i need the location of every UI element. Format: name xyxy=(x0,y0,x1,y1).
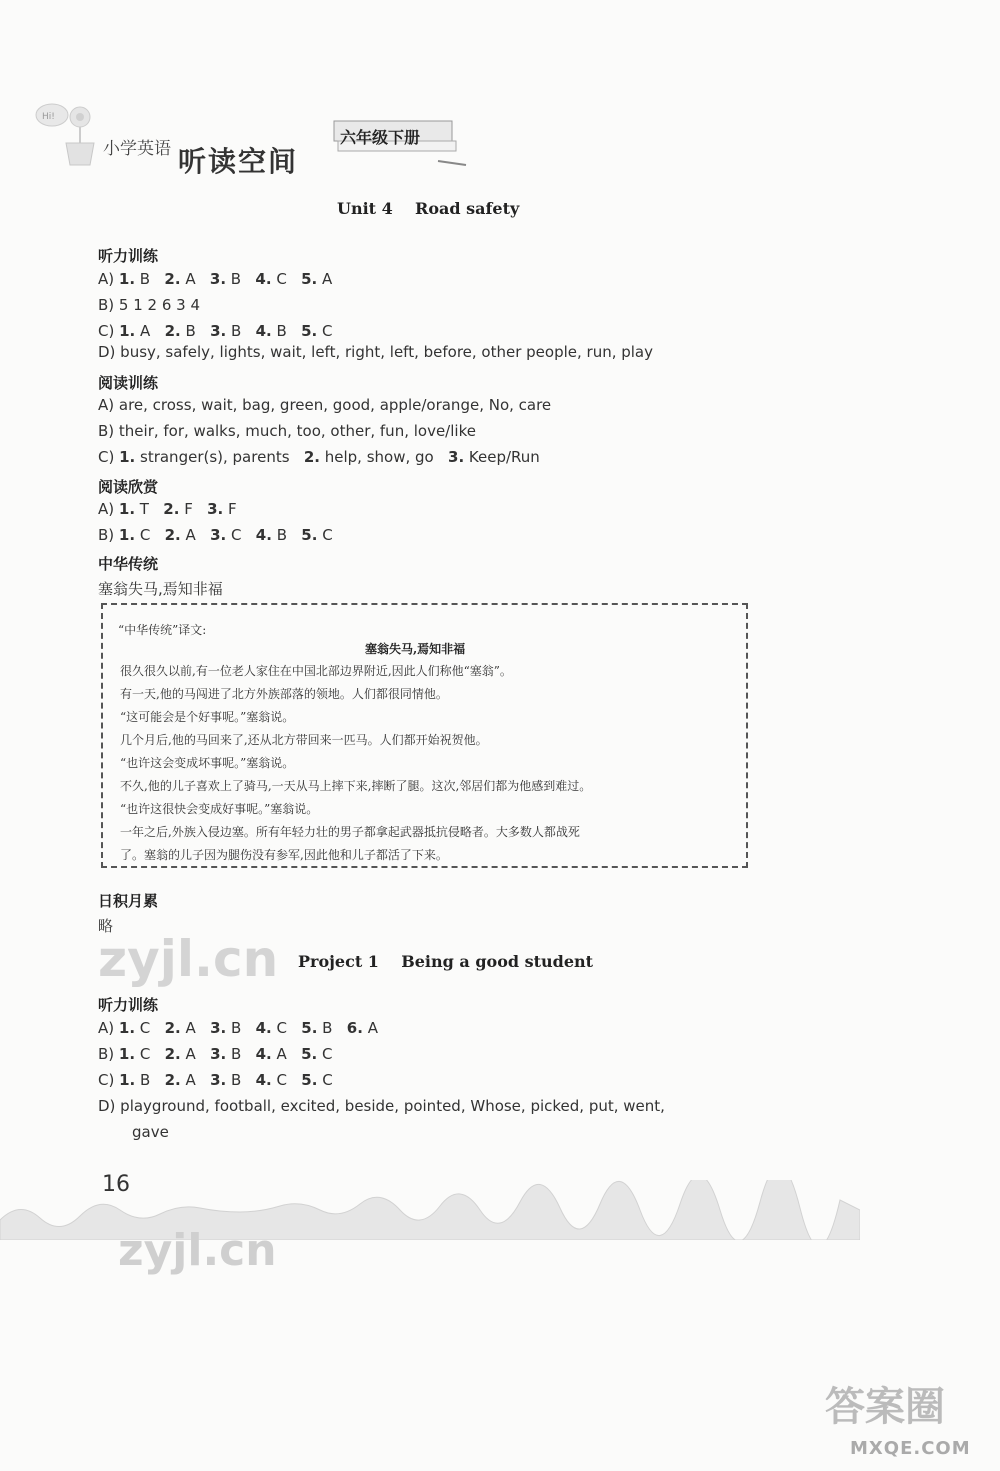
reading-answer-a: A) are, cross, wait, bag, green, good, apple/orange, No, care xyxy=(98,396,552,414)
accumulate-heading: 日积月累 xyxy=(98,892,159,910)
page-number: 16 xyxy=(102,1172,130,1197)
question-number: 1. xyxy=(118,270,136,288)
brand-title: 听读空间 xyxy=(178,145,299,178)
answer-text: B xyxy=(135,270,165,288)
question-number: 3. xyxy=(209,270,227,288)
question-number: 5. xyxy=(301,1019,318,1037)
translation-line: 一年之后,外族入侵边塞。所有年轻力壮的男子都拿起武器抵抗侵略者。大多数人都战死 xyxy=(120,825,580,839)
project-answer-d-cont: gave xyxy=(132,1123,169,1141)
listening-heading: 听力训练 xyxy=(98,247,159,265)
question-number: 4. xyxy=(255,1019,272,1037)
series-title: 小学英语 xyxy=(103,139,171,159)
question-number: 5. xyxy=(301,270,318,288)
question-number: 2. xyxy=(164,1071,181,1089)
question-number: 2. xyxy=(164,322,181,340)
answer-text: B xyxy=(271,526,302,544)
project-title: Project 1 Being a good student xyxy=(298,952,594,971)
question-number: 2. xyxy=(163,500,180,518)
question-number: 3. xyxy=(210,1071,227,1089)
reading-answer-c xyxy=(98,448,540,466)
question-number: 1. xyxy=(118,1045,136,1063)
answer-text: B) xyxy=(98,1045,119,1063)
answer-text: C xyxy=(135,526,165,544)
answer-text: F xyxy=(223,500,237,518)
question-number: 2. xyxy=(164,526,181,544)
question-number: 5. xyxy=(301,322,318,340)
answer-text: A xyxy=(180,1071,211,1089)
question-number: 2. xyxy=(303,448,320,466)
answer-text: C xyxy=(271,1071,302,1089)
answer-text: Keep/Run xyxy=(464,448,540,466)
answer-text: B) xyxy=(98,526,119,544)
answer-text: A) xyxy=(98,1019,119,1037)
answer-text: C xyxy=(135,1045,165,1063)
answer-text: C xyxy=(317,1045,333,1063)
question-number: 5. xyxy=(301,526,318,544)
appreciation-heading: 阅读欣赏 xyxy=(98,478,159,496)
unit-title: Unit 4 Road safety xyxy=(337,199,520,218)
answer-text: stranger(s), parents xyxy=(135,448,304,466)
question-number: 2. xyxy=(164,270,181,288)
watermark-text: zyjl.cn xyxy=(98,930,279,988)
answer-text: A xyxy=(135,322,165,340)
tradition-heading: 中华传统 xyxy=(98,555,159,573)
question-number: 5. xyxy=(301,1045,318,1063)
question-number: 4. xyxy=(255,322,272,340)
answer-text: A xyxy=(362,1019,378,1037)
question-number: 4. xyxy=(255,1045,272,1063)
answer-text: B xyxy=(226,322,256,340)
watermark-text-bottom: zyjl.cn xyxy=(118,1225,277,1276)
answer-text: A xyxy=(180,1019,211,1037)
translation-line: “这可能会是个好事呢。”塞翁说。 xyxy=(120,710,295,724)
question-number: 3. xyxy=(210,1019,227,1037)
answer-text: C xyxy=(317,1071,333,1089)
answer-text: A xyxy=(180,270,210,288)
question-number: 4. xyxy=(255,270,272,288)
question-number: 1. xyxy=(119,322,136,340)
svg-text:Hi!: Hi! xyxy=(42,112,55,122)
translation-label: “中华传统”译文: xyxy=(118,623,207,637)
listening-answer-b: B) 5 1 2 6 3 4 xyxy=(98,296,201,314)
listening-answer-a xyxy=(98,270,332,288)
answer-text: A xyxy=(180,526,211,544)
answer-text: A) xyxy=(98,270,119,288)
question-number: 1. xyxy=(118,500,136,518)
answer-text: C) xyxy=(98,1071,120,1089)
translation-line: “也许这会变成坏事呢。”塞翁说。 xyxy=(120,756,295,770)
question-number: 5. xyxy=(301,1071,318,1089)
answer-text: A xyxy=(180,1045,211,1063)
answer-text: A) xyxy=(98,500,119,518)
question-number: 3. xyxy=(210,1045,227,1063)
project-answer-c xyxy=(98,1071,333,1089)
translation-line: 了。塞翁的儿子因为腿伤没有参军,因此他和儿子都活了下来。 xyxy=(120,848,448,862)
translation-line: 有一天,他的马闯进了北方外族部落的领地。人们都很同情他。 xyxy=(120,687,448,701)
answer-text: A xyxy=(317,270,333,288)
appreciation-answer-b xyxy=(98,526,333,544)
answer-text: B xyxy=(135,1071,165,1089)
question-number: 2. xyxy=(164,1019,181,1037)
question-number: 1. xyxy=(119,448,136,466)
reading-answer-b: B) their, for, walks, much, too, other, fun, love/like xyxy=(98,422,476,440)
answer-text: A xyxy=(271,1045,302,1063)
answer-text: help, show, go xyxy=(319,448,449,466)
translation-line: 很久很久以前,有一位老人家住在中国北部边界附近,因此人们称他“塞翁”。 xyxy=(120,664,512,678)
appreciation-answer-a xyxy=(98,500,237,518)
question-number: 3. xyxy=(210,526,227,544)
project-answer-d: D) playground, football, excited, beside, pointed, Whose, picked, put, went, xyxy=(98,1097,665,1115)
question-number: 4. xyxy=(255,1071,272,1089)
project-listening-heading: 听力训练 xyxy=(98,996,159,1014)
question-number: 3. xyxy=(448,448,465,466)
question-number: 4. xyxy=(255,526,272,544)
question-number: 1. xyxy=(118,526,136,544)
question-number: 3. xyxy=(207,500,224,518)
answer-text: F xyxy=(179,500,208,518)
answer-text: C xyxy=(135,1019,165,1037)
question-number: 1. xyxy=(119,1071,136,1089)
question-number: 6. xyxy=(346,1019,363,1037)
answer-text: B xyxy=(271,322,302,340)
project-answer-b xyxy=(98,1045,332,1063)
corner-logo-text: 答案圈 xyxy=(825,1384,945,1430)
reading-heading: 阅读训练 xyxy=(98,374,159,392)
translation-line: “也许这很快会变成好事呢。”塞翁说。 xyxy=(120,802,319,816)
grade-label: 六年级下册 xyxy=(340,128,421,147)
answer-text: B xyxy=(180,322,211,340)
answer-text: T xyxy=(135,500,164,518)
answer-text: B xyxy=(226,1045,256,1063)
answer-text: C) xyxy=(98,448,120,466)
answer-text: C xyxy=(317,526,333,544)
answer-text: B xyxy=(317,1019,347,1037)
answer-text: C) xyxy=(98,322,120,340)
translation-title: 塞翁失马,焉知非福 xyxy=(365,642,466,656)
answer-text: B xyxy=(226,1019,256,1037)
corner-url-text: MXQE.COM xyxy=(850,1438,971,1459)
answer-text: C xyxy=(271,270,302,288)
translation-line: 几个月后,他的马回来了,还从北方带回来一匹马。人们都开始祝贺他。 xyxy=(120,733,488,747)
question-number: 2. xyxy=(164,1045,181,1063)
question-number: 3. xyxy=(210,322,227,340)
flower-pot-logo-icon xyxy=(30,95,110,175)
answer-text: B xyxy=(226,270,256,288)
translation-line: 不久,他的儿子喜欢上了骑马,一天从马上摔下来,摔断了腿。这次,邻居们都为他感到难过。 xyxy=(120,779,592,793)
listening-answer-d: D) busy, safely, lights, wait, left, right, left, before, other people, run, play xyxy=(98,343,653,361)
answer-text: B xyxy=(226,1071,256,1089)
question-number: 1. xyxy=(118,1019,136,1037)
answer-text: C xyxy=(226,526,256,544)
answer-text: C xyxy=(271,1019,302,1037)
project-answer-a xyxy=(98,1019,378,1037)
accumulate-answer: 略 xyxy=(98,917,114,935)
listening-answer-c xyxy=(98,322,333,340)
tradition-answer: 塞翁失马,焉知非福 xyxy=(98,580,223,598)
answer-text: C xyxy=(317,322,333,340)
